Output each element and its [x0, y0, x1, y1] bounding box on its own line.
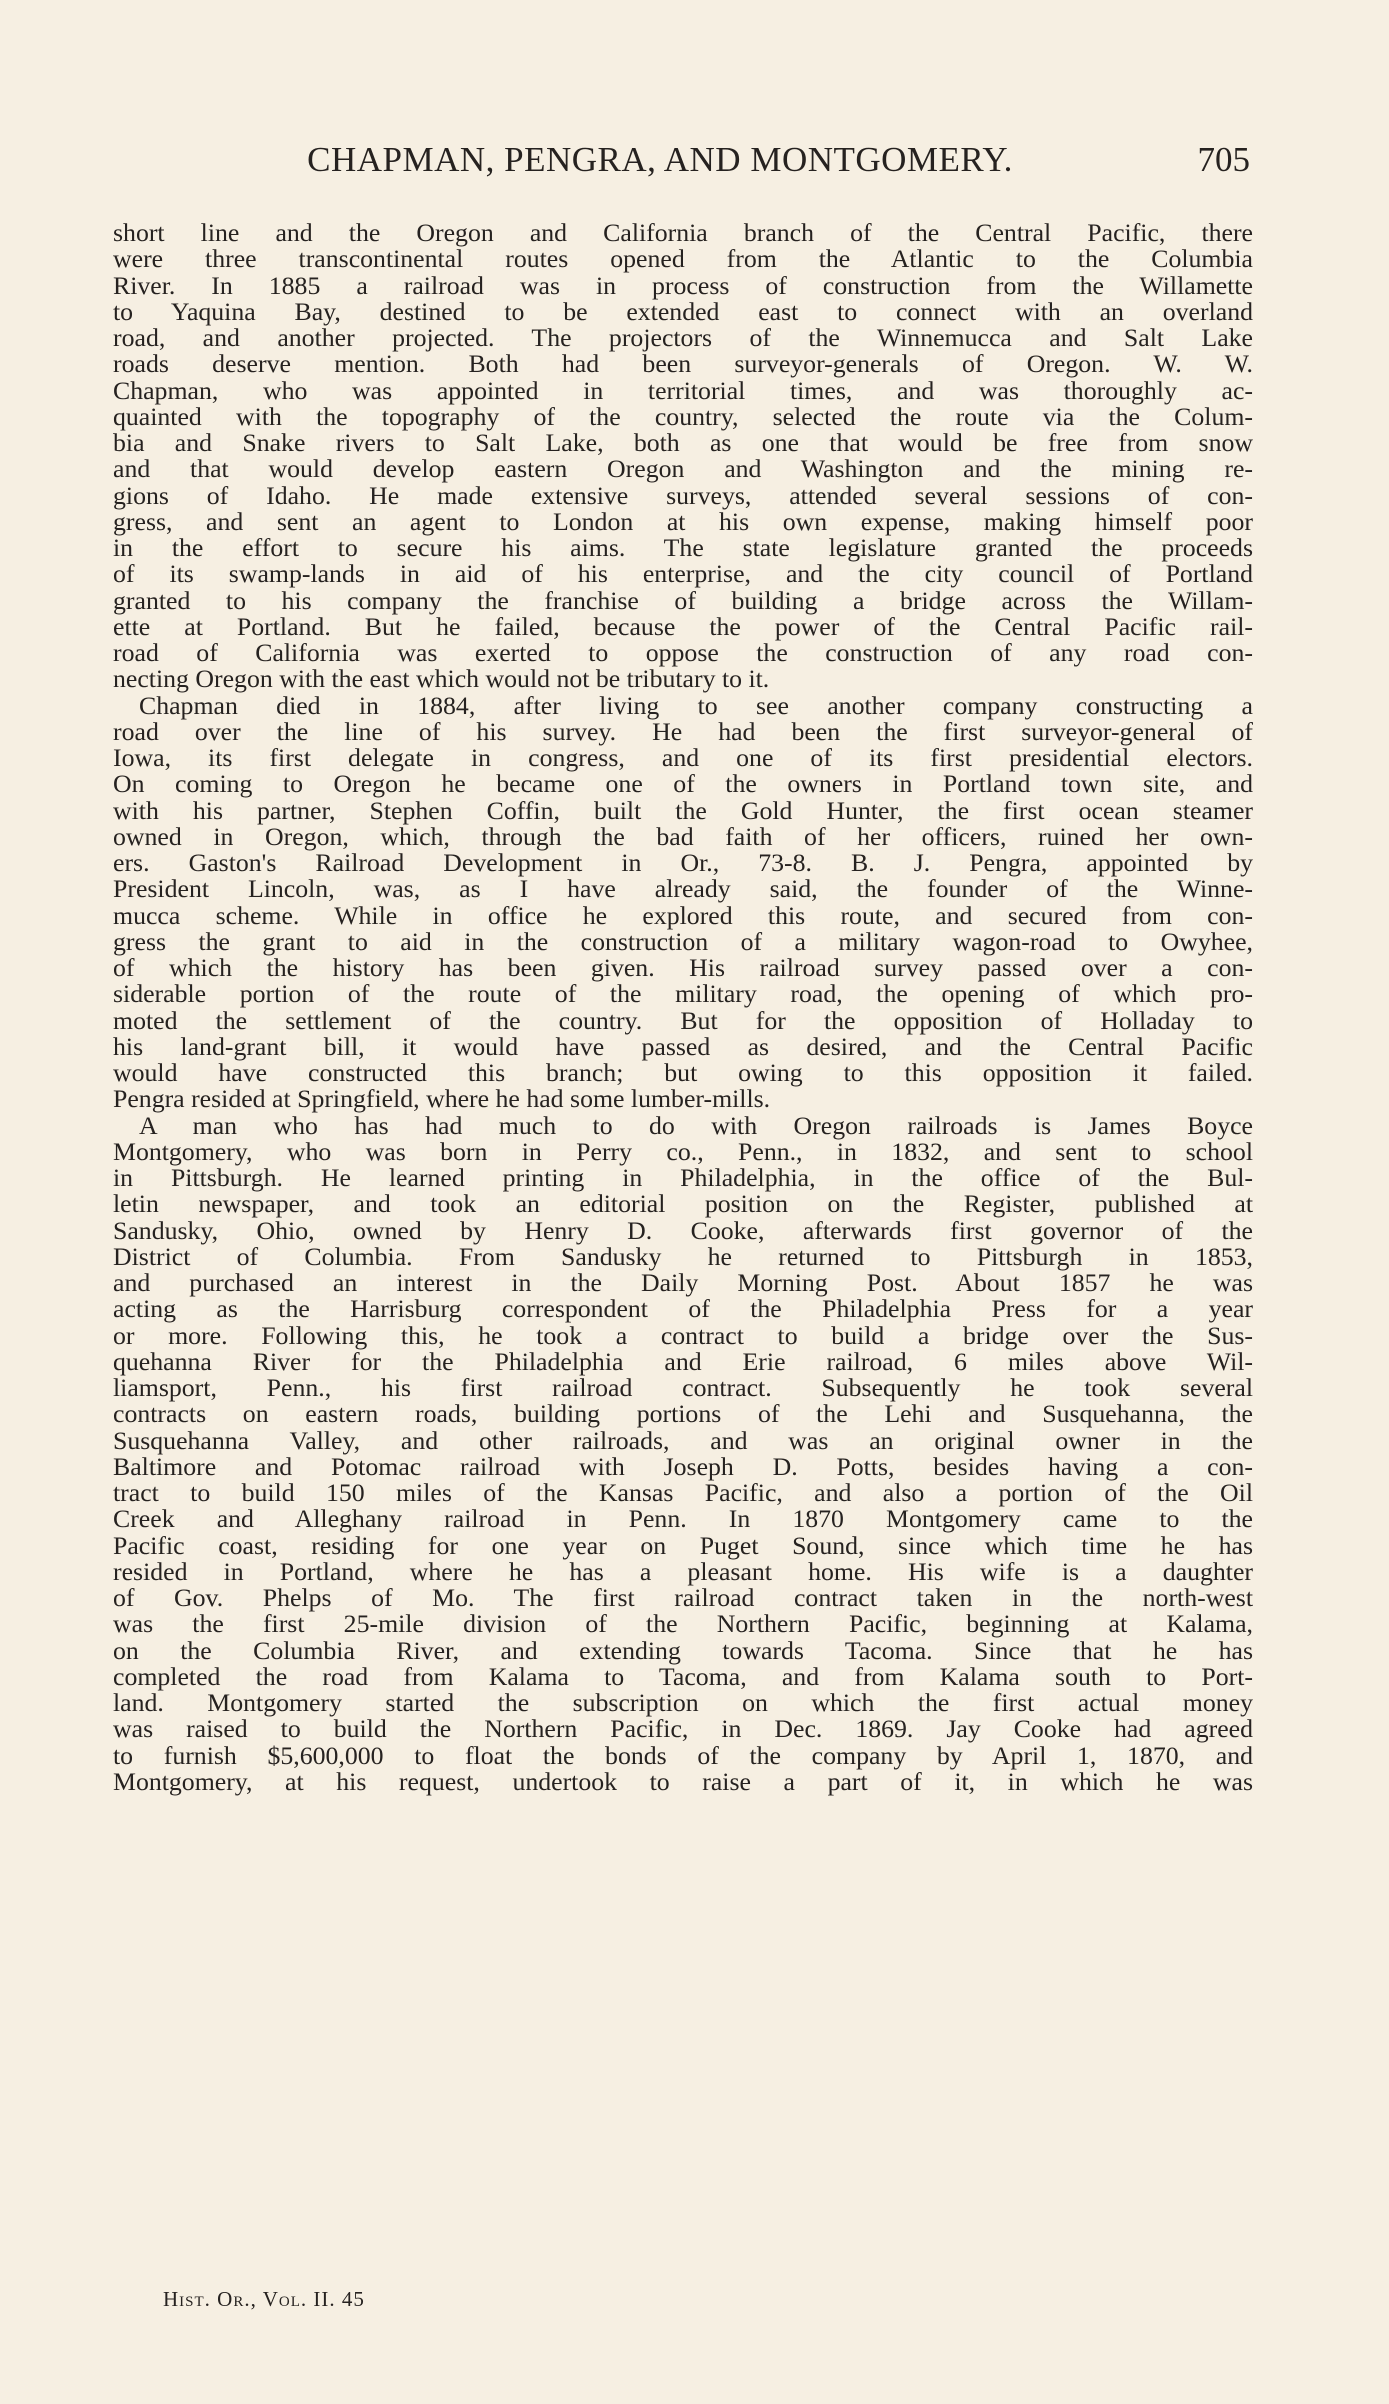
text-line: in the effort to secure his aims. The state legislature granted the proceeds: [113, 533, 1253, 562]
text-line: with his partner, Stephen Coffin, built the Gold Hunter, the first ocean steamer: [113, 795, 1253, 825]
text-line: necting Oregon with the east which would not be tributary to it.: [113, 664, 770, 694]
text-line: in Pittsburgh. He learned printing in Philadelphia, in the office of the Bul-: [113, 1163, 1253, 1192]
text-line: road, and another projected. The projectors of the Winnemucca and Salt Lake: [113, 323, 1253, 352]
text-line: President Lincoln, was, as I have already said, the founder of the Winne-: [113, 874, 1253, 904]
text-line: siderable portion of the route of the military road, the opening of which pro-: [113, 979, 1253, 1009]
text-line: Pacific coast, residing for one year on Puget Sound, since which time he has: [113, 1530, 1253, 1560]
text-line: quainted with the topography of the country, selected the route via the Colum-: [113, 401, 1253, 431]
text-line: granted to his company the franchise of building a bridge across the Willam-: [113, 585, 1253, 615]
text-line: A man who has had much to do with Oregon railroads is James Boyce: [139, 1110, 1253, 1140]
footnote-text-block: [113, 220, 1253, 2280]
text-line: acting as the Harrisburg correspondent of the Philadelphia Press for a year: [113, 1294, 1253, 1324]
text-line: letin newspaper, and took an editorial position on the Register, published at: [113, 1189, 1253, 1219]
text-line: quehanna River for the Philadelphia and Erie railroad, 6 miles above Wil-: [113, 1346, 1253, 1376]
text-line: roads deserve mention. Both had been surveyor-generals of Oregon. W. W.: [113, 349, 1253, 379]
running-title: CHAPMAN, PENGRA, AND MONTGOMERY.: [307, 140, 1013, 179]
text-line: of which the history has been given. His railroad survey passed over a con-: [113, 953, 1253, 982]
text-line: of its swamp-lands in aid of his enterprise, and the city council of Portland: [113, 559, 1253, 589]
text-line: Susquehanna Valley, and other railroads, and was an original owner in the: [113, 1425, 1253, 1455]
text-line: on the Columbia River, and extending towards Tacoma. Since that he has: [113, 1635, 1253, 1665]
text-line: gions of Idaho. He made extensive surveys, attended several sessions of con-: [113, 480, 1253, 510]
text-line: to Yaquina Bay, destined to be extended east to connect with an overland: [113, 296, 1253, 326]
text-line: Creek and Alleghany railroad in Penn. In 1870 Montgomery came to the: [113, 1504, 1253, 1534]
text-line: Baltimore and Potomac railroad with Joseph D. Potts, besides having a con-: [113, 1451, 1253, 1481]
text-line: Pengra resided at Springfield, where he had some lumber-mills.: [113, 1084, 771, 1114]
text-line: of Gov. Phelps of Mo. The first railroad contract taken in the north-west: [113, 1583, 1253, 1612]
text-line: tract to build 150 miles of the Kansas Pacific, and also a portion of the Oil: [113, 1478, 1253, 1507]
text-line: were three transcontinental routes opened from the Atlantic to the Columbia: [113, 244, 1253, 274]
text-line: ette at Portland. But he failed, because the power of the Central Pacific rail-: [113, 611, 1253, 641]
text-line: and purchased an interest in the Daily Morning Post. About 1857 he was: [113, 1268, 1253, 1297]
text-line: road over the line of his survey. He had been the first surveyor-general of: [113, 716, 1253, 746]
text-line: Chapman died in 1884, after living to see another company constructing a: [139, 690, 1253, 720]
text-line: Sandusky, Ohio, owned by Henry D. Cooke, afterwards first governor of the: [113, 1215, 1253, 1245]
printer-signature: Hist. Or., Vol. II. 45: [163, 2287, 365, 2311]
text-line: short line and the Oregon and California branch of the Central Pacific, there: [113, 220, 1253, 247]
text-line: Chapman, who was appointed in territorial times, and was thoroughly ac-: [113, 375, 1253, 405]
text-line: land. Montgomery started the subscription on which the first actual money: [113, 1688, 1253, 1717]
text-line: would have constructed this branch; but owing to this opposition it failed.: [113, 1058, 1253, 1087]
text-line: was raised to build the Northern Pacific, in Dec. 1869. Jay Cooke had agreed: [113, 1714, 1253, 1744]
text-line: or more. Following this, he took a contract to build a bridge over the Sus-: [113, 1320, 1253, 1350]
text-line: Montgomery, at his request, undertook to raise a part of it, in which he was: [113, 1766, 1253, 1796]
text-line: gress, and sent an agent to London at his own expense, making himself poor: [113, 506, 1253, 536]
text-line: and that would develop eastern Oregon and Washington and the mining re-: [113, 454, 1253, 484]
text-line: road of California was exerted to oppose the construction of any road con-: [113, 638, 1253, 667]
text-line: liamsport, Penn., his first railroad contract. Subsequently he took several: [113, 1373, 1253, 1402]
text-line: resided in Portland, where he has a pleasant home. His wife is a daughter: [113, 1556, 1253, 1586]
text-line: gress the grant to aid in the construction of a military wagon-road to Owyhee,: [113, 926, 1253, 956]
text-line: ers. Gaston's Railroad Development in Or., 73-8. B. J. Pengra, appointed by: [113, 848, 1253, 877]
text-line: River. In 1885 a railroad was in process of construction from the Willamette: [113, 270, 1253, 300]
text-line: contracts on eastern roads, building portions of the Lehi and Susquehanna, the: [113, 1399, 1253, 1429]
text-line: On coming to Oregon he became one of the owners in Portland town site, and: [113, 769, 1253, 799]
text-line: mucca scheme. While in office he explored this route, and secured from con-: [113, 900, 1253, 930]
text-line: bia and Snake rivers to Salt Lake, both as one that would be free from snow: [113, 428, 1253, 457]
text-line: Iowa, its first delegate in congress, and one of its first presidential electors.: [113, 743, 1253, 772]
text-line: to furnish $5,600,000 to float the bonds of the company by April 1, 1870, and: [113, 1740, 1253, 1770]
text-line: District of Columbia. From Sandusky he returned to Pittsburgh in 1853,: [113, 1241, 1253, 1271]
text-line: completed the road from Kalama to Tacoma, and from Kalama south to Port-: [113, 1661, 1253, 1691]
text-line: was the first 25-mile division of the Northern Pacific, beginning at Kalama,: [113, 1609, 1253, 1639]
text-line: Montgomery, who was born in Perry co., Penn., in 1832, and sent to school: [113, 1136, 1253, 1166]
text-line: owned in Oregon, which, through the bad faith of her officers, ruined her own-: [113, 821, 1253, 851]
text-line: his land-grant bill, it would have passed as desired, and the Central Pacific: [113, 1031, 1253, 1061]
page-number: 705: [1197, 140, 1250, 179]
text-line: moted the settlement of the country. But for the opposition of Holladay to: [113, 1005, 1253, 1035]
